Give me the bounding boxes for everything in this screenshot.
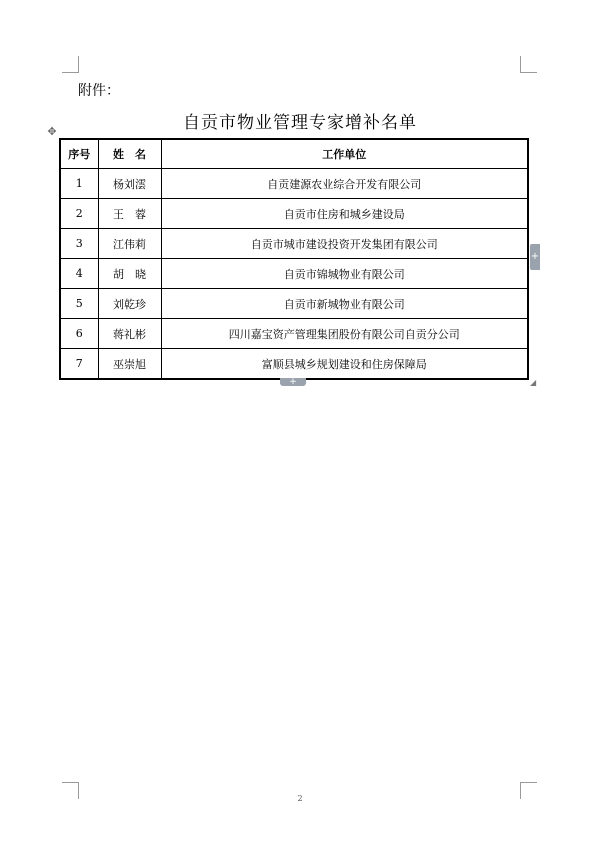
table-header-row [60,139,528,169]
page-corner-mark-top-left [62,56,79,73]
row-serial: 2 [60,199,98,229]
row-name: 刘乾珍 [98,289,161,319]
page-number: 2 [297,794,303,803]
table-resize-icon[interactable]: ◢ [530,378,537,387]
row-serial: 1 [60,169,98,199]
header-serial: 序号 [60,139,98,169]
row-name: 胡 晓 [98,259,161,289]
add-column-plus-icon[interactable]: + [280,378,306,386]
table-row [60,229,528,259]
row-name: 蒋礼彬 [98,319,161,349]
attachment-label: 附件： [78,83,120,99]
row-name: 江伟莉 [98,229,161,259]
table-row [60,349,528,380]
table-row [60,169,528,199]
header-unit: 工作单位 [161,139,528,169]
row-name: 杨刘澐 [98,169,161,199]
row-unit: 自贡市新城物业有限公司 [161,289,528,319]
row-serial: 5 [60,289,98,319]
row-serial: 3 [60,229,98,259]
table-move-icon[interactable]: ✥ [47,125,57,138]
table-row [60,199,528,229]
document-title: 自贡市物业管理专家增补名单 [183,113,417,133]
row-serial: 7 [60,349,98,380]
header-name: 姓 名 [98,139,161,169]
row-unit: 富顺县城乡规划建设和住房保障局 [161,349,528,380]
table-row [60,289,528,319]
table-row [60,259,528,289]
row-unit: 自贡建源农业综合开发有限公司 [161,169,528,199]
row-serial: 6 [60,319,98,349]
add-row-plus-icon[interactable]: + [530,244,540,270]
expert-table [59,138,529,380]
row-serial: 4 [60,259,98,289]
row-name: 王 蓉 [98,199,161,229]
page-corner-mark-top-right [520,56,537,73]
row-unit: 四川嘉宝资产管理集团股份有限公司自贡分公司 [161,319,528,349]
row-unit: 自贡市锦城物业有限公司 [161,259,528,289]
table-row [60,319,528,349]
row-unit: 自贡市城市建设投资开发集团有限公司 [161,229,528,259]
row-name: 巫崇旭 [98,349,161,380]
row-unit: 自贡市住房和城乡建设局 [161,199,528,229]
